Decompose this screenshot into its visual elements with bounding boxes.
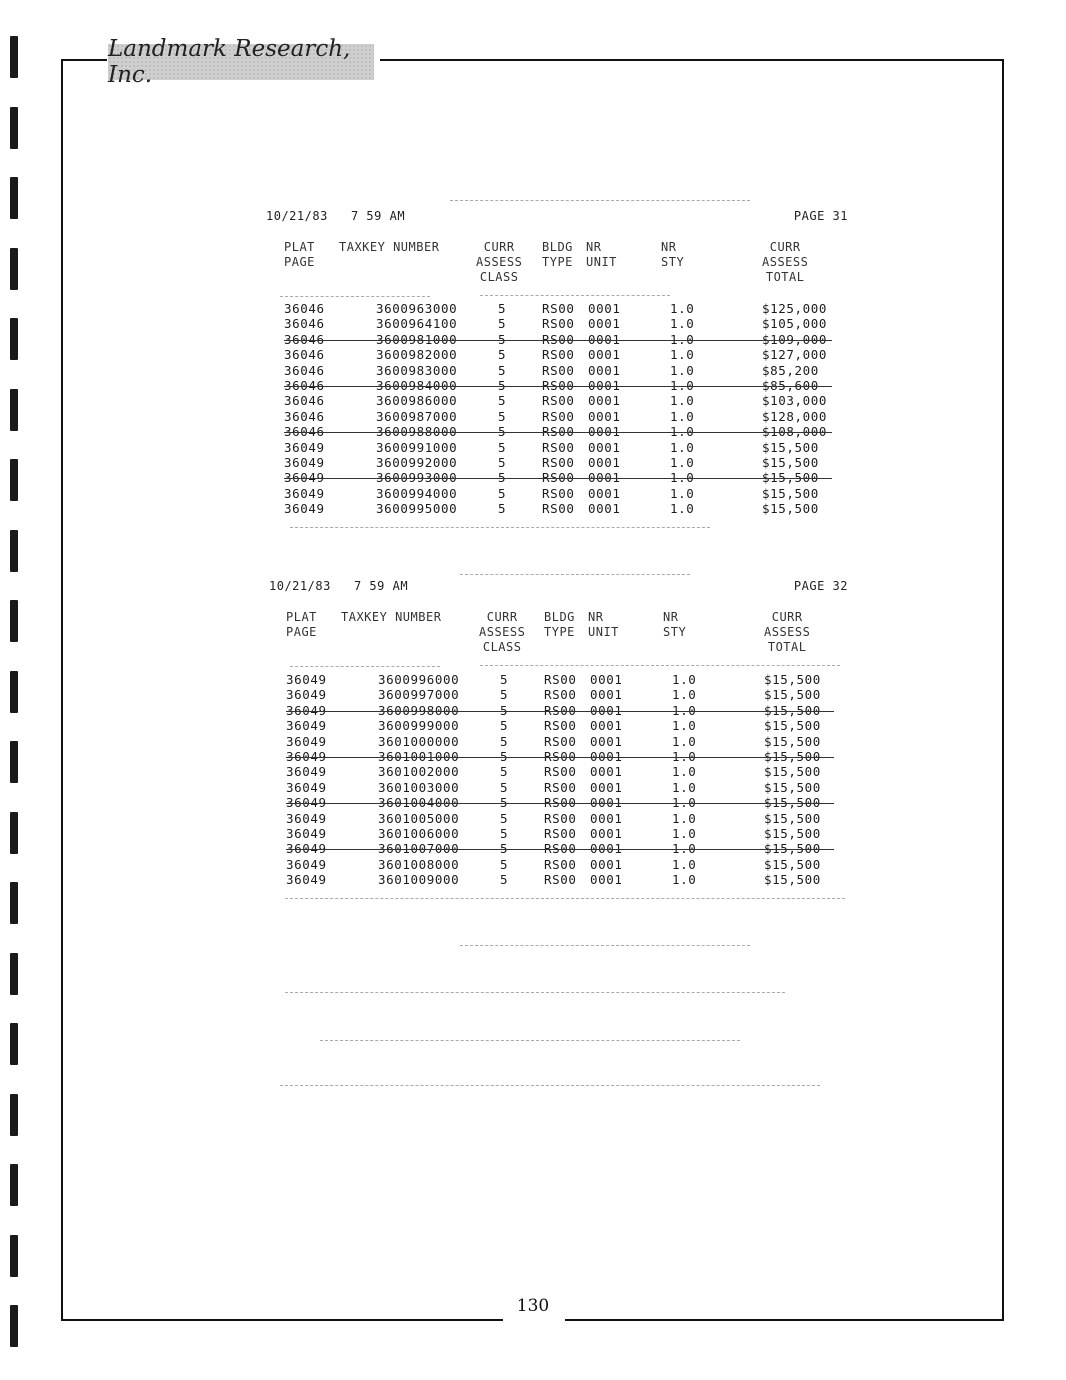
cell-assess-class: 5 — [500, 872, 509, 888]
cell-assess-total: $108,000 — [762, 424, 828, 440]
binder-hole — [10, 389, 18, 431]
table-row — [284, 378, 844, 393]
cell-nr-unit: 0001 — [590, 687, 623, 703]
cell-nr-unit: 0001 — [588, 393, 621, 409]
cell-nr-sty: 1.0 — [672, 733, 697, 749]
cell-assess-total: $85,600 — [762, 377, 819, 393]
faint-rule — [285, 898, 845, 899]
cell-bldg-type: RS00 — [542, 393, 575, 409]
cell-assess-class: 5 — [500, 810, 509, 826]
cell-taxkey: 3600986000 — [376, 393, 458, 409]
cell-nr-sty: 1.0 — [672, 779, 697, 795]
col-head-total: CURR ASSESS TOTAL — [762, 240, 809, 284]
frame-left-rule — [61, 59, 63, 1320]
cell-plat: 36049 — [286, 687, 327, 703]
cell-assess-class: 5 — [498, 439, 507, 455]
report-page-32 — [266, 579, 856, 909]
cell-plat: 36049 — [286, 825, 327, 841]
col-head-class: CURR ASSESS CLASS — [476, 240, 523, 284]
table-row — [286, 703, 846, 718]
cell-bldg-type: RS00 — [544, 733, 577, 749]
table-row — [286, 872, 846, 887]
cell-assess-class: 5 — [500, 733, 509, 749]
cell-nr-unit: 0001 — [588, 347, 621, 363]
faint-rule — [280, 1085, 820, 1086]
table-row — [284, 440, 844, 455]
cell-nr-unit: 0001 — [590, 872, 623, 888]
cell-assess-total: $15,500 — [764, 718, 821, 734]
cell-nr-unit: 0001 — [590, 795, 623, 811]
col-head-unit: NR UNIT — [586, 240, 617, 269]
table-row — [286, 841, 846, 856]
cell-assess-class: 5 — [500, 702, 509, 718]
cell-bldg-type: RS00 — [542, 316, 575, 332]
col-head-plat: PLAT PAGE — [286, 610, 317, 639]
cell-assess-class: 5 — [500, 764, 509, 780]
cell-taxkey: 3601009000 — [378, 872, 460, 888]
faint-rule — [290, 527, 710, 528]
frame-top-rule-left — [61, 59, 107, 61]
cell-plat: 36046 — [284, 347, 325, 363]
cell-taxkey: 3600987000 — [376, 408, 458, 424]
cell-nr-unit: 0001 — [588, 377, 621, 393]
cell-plat: 36046 — [284, 316, 325, 332]
cell-assess-class: 5 — [498, 316, 507, 332]
col-head-taxkey: TAXKEY NUMBER — [341, 610, 442, 624]
cell-plat: 36049 — [286, 718, 327, 734]
cell-plat: 36049 — [286, 779, 327, 795]
cell-nr-unit: 0001 — [590, 764, 623, 780]
cell-assess-class: 5 — [498, 470, 507, 486]
company-name: Landmark Research, Inc. — [108, 36, 351, 88]
cell-taxkey: 3600999000 — [378, 718, 460, 734]
table-row — [284, 332, 844, 347]
table-row — [286, 811, 846, 826]
frame-right-rule — [1002, 59, 1004, 1320]
cell-assess-total: $109,000 — [762, 331, 828, 347]
cell-nr-unit: 0001 — [588, 301, 621, 316]
cell-plat: 36046 — [284, 408, 325, 424]
cell-plat: 36049 — [286, 733, 327, 749]
cell-taxkey: 3600984000 — [376, 377, 458, 393]
report-page-31 — [266, 209, 856, 539]
cell-nr-sty: 1.0 — [672, 841, 697, 857]
cell-taxkey: 3600963000 — [376, 301, 458, 316]
cell-nr-sty: 1.0 — [670, 408, 695, 424]
cell-plat: 36049 — [286, 748, 327, 764]
cell-assess-class: 5 — [498, 424, 507, 440]
cell-taxkey: 3600994000 — [376, 485, 458, 501]
cell-assess-class: 5 — [498, 331, 507, 347]
cell-assess-class: 5 — [498, 393, 507, 409]
table-row — [284, 455, 844, 470]
cell-taxkey: 3600991000 — [376, 439, 458, 455]
frame-bottom-rule-left — [61, 1319, 503, 1321]
cell-taxkey: 3600982000 — [376, 347, 458, 363]
frame-bottom-rule-right — [565, 1319, 1004, 1321]
cell-nr-sty: 1.0 — [670, 454, 695, 470]
company-logo — [108, 36, 374, 88]
cell-assess-total: $15,500 — [764, 764, 821, 780]
cell-taxkey: 3601003000 — [378, 779, 460, 795]
cell-plat: 36046 — [284, 301, 325, 316]
report-date: 10/21/83 — [269, 579, 331, 593]
cell-nr-unit: 0001 — [588, 316, 621, 332]
col-head-plat: PLAT PAGE — [284, 240, 315, 269]
cell-plat: 36046 — [284, 377, 325, 393]
cell-plat: 36049 — [286, 795, 327, 811]
cell-bldg-type: RS00 — [544, 872, 577, 888]
table-row — [284, 470, 844, 485]
report-page-label: PAGE 32 — [793, 579, 848, 593]
cell-taxkey: 3601004000 — [378, 795, 460, 811]
cell-bldg-type: RS00 — [544, 687, 577, 703]
report-rows — [284, 301, 844, 516]
col-head-type: BLDG TYPE — [542, 240, 573, 269]
table-row — [284, 301, 844, 316]
cell-assess-total: $15,500 — [764, 856, 821, 872]
cell-assess-total: $15,500 — [764, 733, 821, 749]
cell-assess-total: $15,500 — [762, 439, 819, 455]
cell-nr-sty: 1.0 — [672, 748, 697, 764]
cell-assess-class: 5 — [498, 347, 507, 363]
cell-assess-total: $15,500 — [764, 810, 821, 826]
cell-assess-class: 5 — [498, 301, 507, 316]
cell-assess-class: 5 — [500, 841, 509, 857]
cell-plat: 36049 — [284, 439, 325, 455]
cell-nr-sty: 1.0 — [672, 825, 697, 841]
cell-nr-unit: 0001 — [588, 408, 621, 424]
cell-taxkey: 3600983000 — [376, 362, 458, 378]
report-datetime — [269, 579, 408, 593]
cell-assess-total: $103,000 — [762, 393, 828, 409]
cell-bldg-type: RS00 — [542, 470, 575, 486]
table-row — [286, 764, 846, 779]
cell-nr-sty: 1.0 — [670, 347, 695, 363]
binder-hole — [10, 741, 18, 783]
cell-plat: 36046 — [284, 393, 325, 409]
cell-nr-sty: 1.0 — [670, 439, 695, 455]
cell-plat: 36046 — [284, 331, 325, 347]
cell-nr-sty: 1.0 — [670, 301, 695, 316]
cell-bldg-type: RS00 — [542, 485, 575, 501]
cell-nr-unit: 0001 — [590, 718, 623, 734]
binder-hole — [10, 459, 18, 501]
table-row — [286, 672, 846, 687]
cell-assess-class: 5 — [500, 718, 509, 734]
cell-bldg-type: RS00 — [544, 856, 577, 872]
cell-nr-unit: 0001 — [588, 470, 621, 486]
cell-nr-unit: 0001 — [590, 733, 623, 749]
binder-hole — [10, 1235, 18, 1277]
cell-plat: 36049 — [284, 485, 325, 501]
cell-taxkey: 3600993000 — [376, 470, 458, 486]
cell-taxkey: 3601001000 — [378, 748, 460, 764]
table-row — [286, 734, 846, 749]
report-date: 10/21/83 — [266, 209, 328, 223]
report-header — [266, 209, 856, 227]
cell-nr-unit: 0001 — [590, 810, 623, 826]
cell-assess-total: $15,500 — [762, 501, 819, 517]
cell-nr-unit: 0001 — [590, 825, 623, 841]
faint-rule — [450, 200, 750, 201]
cell-bldg-type: RS00 — [542, 439, 575, 455]
cell-plat: 36049 — [286, 702, 327, 718]
cell-nr-sty: 1.0 — [672, 702, 697, 718]
binder-hole — [10, 671, 18, 713]
binder-hole — [10, 530, 18, 572]
cell-taxkey: 3600996000 — [378, 672, 460, 687]
cell-nr-sty: 1.0 — [672, 764, 697, 780]
cell-nr-sty: 1.0 — [672, 872, 697, 888]
cell-plat: 36049 — [286, 872, 327, 888]
cell-taxkey: 3601007000 — [378, 841, 460, 857]
faint-rule — [480, 295, 670, 296]
cell-assess-total: $15,500 — [762, 470, 819, 486]
cell-assess-class: 5 — [500, 687, 509, 703]
cell-assess-total: $105,000 — [762, 316, 828, 332]
cell-nr-sty: 1.0 — [670, 316, 695, 332]
cell-assess-class: 5 — [498, 362, 507, 378]
cell-taxkey: 3601005000 — [378, 810, 460, 826]
cell-nr-sty: 1.0 — [670, 362, 695, 378]
faint-rule — [320, 1040, 740, 1041]
table-row — [286, 687, 846, 702]
faint-rule — [280, 296, 430, 297]
cell-assess-class: 5 — [500, 779, 509, 795]
cell-assess-total: $125,000 — [762, 301, 828, 316]
cell-bldg-type: RS00 — [542, 501, 575, 517]
cell-assess-class: 5 — [498, 454, 507, 470]
report-header — [266, 579, 856, 597]
cell-taxkey: 3600997000 — [378, 687, 460, 703]
faint-rule — [460, 945, 750, 946]
cell-nr-unit: 0001 — [590, 702, 623, 718]
col-head-total: CURR ASSESS TOTAL — [764, 610, 811, 654]
cell-nr-sty: 1.0 — [670, 331, 695, 347]
cell-nr-unit: 0001 — [588, 454, 621, 470]
cell-nr-sty: 1.0 — [672, 672, 697, 687]
table-row — [284, 501, 844, 516]
report-page-label: PAGE 31 — [793, 209, 848, 223]
cell-bldg-type: RS00 — [544, 825, 577, 841]
report-time: 7 59 AM — [350, 209, 406, 223]
binder-hole — [10, 177, 18, 219]
cell-assess-total: $15,500 — [762, 485, 819, 501]
table-row — [286, 718, 846, 733]
cell-assess-total: $85,200 — [762, 362, 819, 378]
cell-assess-total: $15,500 — [762, 454, 819, 470]
cell-assess-total: $15,500 — [764, 748, 821, 764]
binder-hole — [10, 812, 18, 854]
cell-nr-unit: 0001 — [590, 672, 623, 687]
col-head-unit: NR UNIT — [588, 610, 619, 639]
cell-assess-class: 5 — [498, 501, 507, 517]
cell-assess-total: $15,500 — [764, 825, 821, 841]
cell-taxkey: 3601002000 — [378, 764, 460, 780]
cell-plat: 36049 — [284, 470, 325, 486]
cell-nr-unit: 0001 — [588, 331, 621, 347]
cell-assess-total: $15,500 — [764, 702, 821, 718]
report-datetime — [266, 209, 405, 223]
cell-nr-sty: 1.0 — [670, 377, 695, 393]
col-head-sty: NR STY — [661, 240, 685, 269]
table-row — [286, 857, 846, 872]
cell-assess-total: $15,500 — [764, 872, 821, 888]
cell-bldg-type: RS00 — [542, 454, 575, 470]
cell-plat: 36049 — [286, 810, 327, 826]
table-row — [284, 363, 844, 378]
binder-hole — [10, 1023, 18, 1065]
cell-assess-total: $15,500 — [764, 779, 821, 795]
cell-nr-unit: 0001 — [590, 779, 623, 795]
cell-plat: 36049 — [286, 764, 327, 780]
page-number: 130 — [516, 1296, 550, 1316]
cell-bldg-type: RS00 — [542, 424, 575, 440]
binder-hole — [10, 36, 18, 78]
faint-rule — [480, 665, 840, 666]
cell-bldg-type: RS00 — [542, 408, 575, 424]
cell-plat: 36049 — [286, 672, 327, 687]
cell-assess-class: 5 — [500, 795, 509, 811]
cell-bldg-type: RS00 — [544, 702, 577, 718]
cell-nr-sty: 1.0 — [670, 393, 695, 409]
binder-hole — [10, 107, 18, 149]
table-row — [284, 424, 844, 439]
cell-bldg-type: RS00 — [544, 841, 577, 857]
cell-bldg-type: RS00 — [544, 672, 577, 687]
cell-nr-unit: 0001 — [590, 841, 623, 857]
cell-assess-total: $127,000 — [762, 347, 828, 363]
cell-assess-total: $15,500 — [764, 687, 821, 703]
cell-taxkey: 3600992000 — [376, 454, 458, 470]
table-row — [286, 780, 846, 795]
cell-taxkey: 3601008000 — [378, 856, 460, 872]
cell-bldg-type: RS00 — [542, 377, 575, 393]
table-row — [284, 347, 844, 362]
col-head-class: CURR ASSESS CLASS — [479, 610, 526, 654]
cell-bldg-type: RS00 — [544, 810, 577, 826]
cell-nr-sty: 1.0 — [672, 718, 697, 734]
cell-nr-unit: 0001 — [590, 856, 623, 872]
faint-rule — [290, 666, 440, 667]
cell-nr-sty: 1.0 — [670, 470, 695, 486]
cell-assess-class: 5 — [500, 748, 509, 764]
cell-nr-unit: 0001 — [588, 485, 621, 501]
cell-bldg-type: RS00 — [544, 779, 577, 795]
cell-nr-sty: 1.0 — [672, 856, 697, 872]
cell-assess-total: $15,500 — [764, 672, 821, 687]
cell-bldg-type: RS00 — [544, 718, 577, 734]
table-row — [284, 393, 844, 408]
cell-nr-unit: 0001 — [588, 362, 621, 378]
cell-assess-class: 5 — [498, 408, 507, 424]
cell-assess-total: $15,500 — [764, 841, 821, 857]
cell-nr-sty: 1.0 — [672, 810, 697, 826]
cell-assess-class: 5 — [500, 825, 509, 841]
table-row — [286, 795, 846, 810]
cell-assess-class: 5 — [498, 377, 507, 393]
report-rows — [286, 672, 846, 887]
cell-nr-sty: 1.0 — [670, 501, 695, 517]
faint-rule — [285, 992, 785, 993]
cell-assess-class: 5 — [498, 485, 507, 501]
table-row — [284, 316, 844, 331]
cell-bldg-type: RS00 — [544, 748, 577, 764]
cell-bldg-type: RS00 — [542, 347, 575, 363]
binder-hole — [10, 953, 18, 995]
cell-bldg-type: RS00 — [542, 331, 575, 347]
cell-assess-total: $15,500 — [764, 795, 821, 811]
cell-taxkey: 3600964100 — [376, 316, 458, 332]
cell-assess-class: 5 — [500, 856, 509, 872]
cell-plat: 36046 — [284, 424, 325, 440]
cell-bldg-type: RS00 — [542, 301, 575, 316]
cell-plat: 36049 — [286, 856, 327, 872]
cell-nr-unit: 0001 — [588, 439, 621, 455]
cell-taxkey: 3601006000 — [378, 825, 460, 841]
cell-nr-sty: 1.0 — [670, 485, 695, 501]
faint-rule — [460, 574, 690, 575]
cell-plat: 36049 — [284, 454, 325, 470]
cell-taxkey: 3600995000 — [376, 501, 458, 517]
table-row — [284, 409, 844, 424]
table-row — [286, 826, 846, 841]
table-row — [284, 486, 844, 501]
cell-nr-unit: 0001 — [590, 748, 623, 764]
report-time: 7 59 AM — [353, 579, 409, 593]
cell-bldg-type: RS00 — [544, 795, 577, 811]
frame-top-rule-right — [380, 59, 1004, 61]
binder-hole — [10, 1094, 18, 1136]
cell-nr-sty: 1.0 — [670, 424, 695, 440]
col-head-sty: NR STY — [663, 610, 687, 639]
binder-hole — [10, 600, 18, 642]
binder-hole — [10, 318, 18, 360]
col-head-taxkey: TAXKEY NUMBER — [339, 240, 440, 254]
cell-nr-sty: 1.0 — [672, 795, 697, 811]
cell-nr-sty: 1.0 — [672, 687, 697, 703]
cell-nr-unit: 0001 — [588, 501, 621, 517]
table-row — [286, 749, 846, 764]
cell-taxkey: 3600988000 — [376, 424, 458, 440]
cell-assess-class: 5 — [500, 672, 509, 687]
binder-hole — [10, 882, 18, 924]
binder-hole — [10, 1164, 18, 1206]
binder-hole — [10, 248, 18, 290]
cell-assess-total: $128,000 — [762, 408, 828, 424]
cell-nr-unit: 0001 — [588, 424, 621, 440]
binder-hole — [10, 1305, 18, 1347]
cell-taxkey: 3601000000 — [378, 733, 460, 749]
cell-bldg-type: RS00 — [544, 764, 577, 780]
cell-taxkey: 3600998000 — [378, 702, 460, 718]
cell-plat: 36049 — [284, 501, 325, 517]
cell-plat: 36049 — [286, 841, 327, 857]
cell-taxkey: 3600981000 — [376, 331, 458, 347]
cell-bldg-type: RS00 — [542, 362, 575, 378]
cell-plat: 36046 — [284, 362, 325, 378]
col-head-type: BLDG TYPE — [544, 610, 575, 639]
